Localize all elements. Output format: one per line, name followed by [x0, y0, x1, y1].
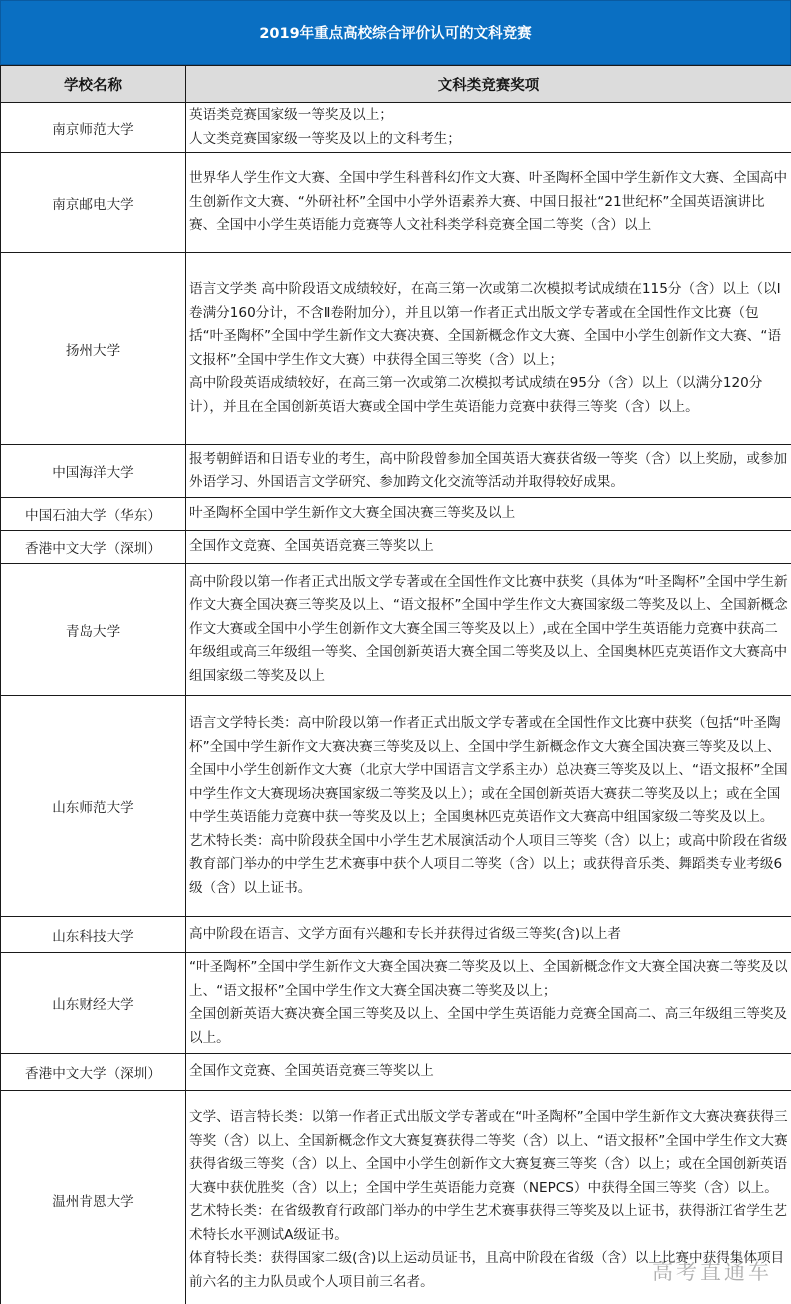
school-name-cell: 南京师范大学: [1, 103, 186, 153]
awards-cell: [186, 1091, 791, 1304]
school-name-cell: 扬州大学: [1, 253, 186, 445]
table-body: [1, 103, 791, 1304]
award-text: 全国作文竞赛、全国英语竞赛三等奖以上: [189, 1063, 434, 1080]
watermark: 高考直通车: [652, 1260, 772, 1284]
table-row: [1, 1054, 791, 1091]
school-name-cell: 南京邮电大学: [1, 153, 186, 253]
table-row: [1, 153, 791, 253]
award-text: 叶圣陶杯全国中学生新作文大赛全国决赛三等奖及以上: [189, 505, 516, 522]
award-text: 高中阶段在语言、文学方面有兴趣和专长并获得过省级三等奖(含)以上者: [189, 925, 622, 942]
school-name-cell: 青岛大学: [1, 564, 186, 696]
award-text: 高中阶段英语成绩较好，在高三第一次或第二次模拟考试成绩在95分（含）以上（以满分120分计），并且在全国创新英语大赛或全国中学生英语能力竞赛中获得三等奖（含）以上。: [189, 375, 763, 415]
table-row: [1, 531, 791, 564]
awards-cell: [186, 953, 791, 1054]
award-text: 文学、语言特长类：以第一作者正式出版文学专著或在“叶圣陶杯”全国中学生新作文大赛决赛获得三等奖（含）以上、全国新概念作文大赛复赛获得二等奖（含）以上、“语文报杯”全国中学生作文大赛获得省级三等奖（含）以上、全国中小学生创新作文大赛复赛三等奖（含）以上；或在全国创新英语大赛中获优胜奖（含）以上；全国中学生英语能力竞赛（NEPCS）中获得全国三等奖（含）以上。: [189, 1109, 788, 1196]
award-text: 英语类竞赛国家级一等奖及以上；: [189, 107, 393, 123]
school-name-cell: 中国石油大学（华东）: [1, 498, 186, 531]
school-column-header: 学校名称: [1, 66, 186, 103]
awards-cell: [186, 103, 791, 153]
award-text: 语言文学特长类：高中阶段以第一作者正式出版文学专著或在全国性作文比赛中获奖（包括“叶圣陶杯”全国中学生新作文大赛决赛三等奖及以上、全国中学生新概念作文大赛全国决赛三等奖及以上、全国中小学生创新作文大赛（北京大学中国语言文学系主办）总决赛三等奖及以上、“语文报杯”全国中学生作文大赛现场决赛国家级二等奖及以上）；或在全国创新英语大赛获二等奖及以上；或在全国中学生英语能力竞赛中获一等奖及以上；全国奥林匹克英语作文大赛高中组国家级二等奖及以上。: [189, 715, 788, 825]
awards-column-header: 文科类竞赛奖项: [186, 66, 791, 103]
award-text: 报考朝鲜语和日语专业的考生，高中阶段曾参加全国英语大赛获省级一等奖（含）以上奖励，或参加外语学习、外国语言文学研究、参加跨文化交流等活动并取得较好成果。: [189, 450, 788, 490]
table-row: [1, 696, 791, 917]
school-name-cell: 温州肯恩大学: [1, 1091, 186, 1304]
awards-cell: [186, 696, 791, 917]
award-text: 全国作文竞赛、全国英语竞赛三等奖以上: [189, 538, 434, 555]
awards-cell: [186, 445, 791, 498]
award-text: 语言文学类 高中阶段语文成绩较好，在高三第一次或第二次模拟考试成绩在115分（含）以上（以Ⅰ卷满分160分计，不含Ⅱ卷附加分），并且以第一作者正式出版文学专著或在全国性作文比赛（包括“叶圣陶杯”全国中学生新作文大赛决赛、全国新概念作文大赛、全国中小学生创新作文大赛、“语文报杯”全国中学生作文大赛）中获得全国三等奖（含）以上；: [189, 281, 782, 368]
award-text: 艺术特长类：在省级教育行政部门举办的中学生艺术赛事获得三等奖及以上证书，获得浙江省学生艺术特长水平测试A级证书。: [189, 1203, 788, 1243]
table-row: [1, 103, 791, 153]
award-text: 全国创新英语大赛决赛全国三等奖及以上、全国中学生英语能力竞赛全国高二、高三年级组三等奖及以上。: [189, 1006, 788, 1046]
awards-cell: [186, 564, 791, 696]
school-name-cell: 中国海洋大学: [1, 445, 186, 498]
awards-cell: [186, 917, 791, 953]
table-row: [1, 953, 791, 1054]
award-text: 高中阶段以第一作者正式出版文学专著或在全国性作文比赛中获奖（具体为“叶圣陶杯”全国中学生新作文大赛全国决赛三等奖及以上、“语文报杯”全国中学生作文大赛国家级二等奖及以上、全国新概念作文大赛或全国中小学生创新作文大赛全国三等奖及以上）,或在全国中学生英语能力竞赛中获高二年级组或高三年级组一等奖、全国创新英语大赛全国二等奖及以上、全国奥林匹克英语作文大赛高中组国家级二等奖及以上: [189, 573, 788, 684]
school-name-cell: 山东师范大学: [1, 696, 186, 917]
school-name-cell: 香港中文大学（深圳）: [1, 1054, 186, 1091]
award-text: “叶圣陶杯”全国中学生新作文大赛全国决赛二等奖及以上、全国新概念作文大赛全国决赛二等奖及以上、“语文报杯”全国中学生作文大赛全国决赛二等奖及以上；: [189, 959, 788, 999]
school-name-cell: 山东科技大学: [1, 917, 186, 953]
awards-cell: [186, 1054, 791, 1091]
school-name-cell: 山东财经大学: [1, 953, 186, 1054]
table-title: 2019年重点高校综合评价认可的文科竞赛: [0, 0, 791, 65]
table-row: [1, 253, 791, 445]
awards-cell: [186, 531, 791, 564]
award-text: 世界华人学生作文大赛、全国中学生科普科幻作文大赛、叶圣陶杯全国中学生新作文大赛、全国高中生创新作文大赛、“外研社杯”全国中小学外语素养大赛、中国日报社“21世纪杯”全国英语演讲比赛、全国中小学生英语能力竞赛等人文社科类学科竞赛全国二等奖（含）以上: [189, 170, 788, 234]
school-name-cell: 香港中文大学（深圳）: [1, 531, 186, 564]
competition-table: [0, 65, 791, 1304]
table-row: [1, 564, 791, 696]
header-row: [1, 66, 791, 103]
awards-cell: [186, 253, 791, 445]
award-text: 人文类竞赛国家级一等奖及以上的文科考生；: [189, 130, 461, 147]
table-row: [1, 445, 791, 498]
table-row: [1, 1091, 791, 1304]
award-text: 体育特长类：获得国家二级(含)以上运动员证书，且高中阶段在省级（含）以上比赛中获得集体项目前六名的主力队员或个人项目前三名者。: [189, 1250, 785, 1290]
table-row: [1, 917, 791, 953]
award-text: 艺术特长类：高中阶段获全国中小学生艺术展演活动个人项目三等奖（含）以上；或高中阶段在省级教育部门举办的中学生艺术赛事中获个人项目二等奖（含）以上；或获得音乐类、舞蹈类专业考级6级（含）以上证书。: [189, 832, 788, 896]
awards-cell: [186, 498, 791, 531]
table-row: [1, 498, 791, 531]
awards-cell: [186, 153, 791, 253]
